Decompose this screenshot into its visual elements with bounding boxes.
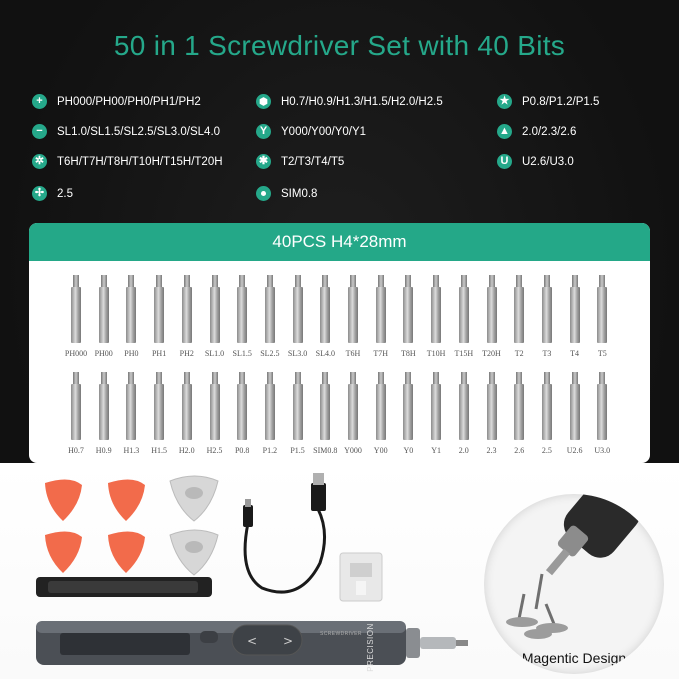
y-tip-icon: Y (256, 124, 271, 139)
bits-row-2 (29, 368, 650, 463)
bit-shank (348, 384, 358, 440)
bit-t6h (344, 271, 362, 376)
bit-shank (376, 384, 386, 440)
bit-label: U2.6 (566, 446, 583, 455)
bit-2-3 (483, 368, 501, 463)
hex-icon (256, 94, 271, 109)
bit-shank (126, 384, 136, 440)
spec-text: P0.8/P1.2/P1.5 (522, 95, 600, 108)
bit-sl1-0 (206, 271, 224, 376)
bit-t2 (510, 271, 528, 376)
bit-sim0-8 (313, 368, 338, 463)
bit-h0-9 (95, 368, 113, 463)
spec-triangle (497, 124, 576, 139)
bit-label: T7H (373, 349, 389, 358)
bit-shank (320, 384, 330, 440)
spec-text: T2/T3/T4/T5 (281, 155, 345, 168)
bit-label: H1.5 (151, 446, 167, 455)
bit-t8h (399, 271, 417, 376)
bit-shank (237, 384, 247, 440)
bit-shank (348, 287, 358, 343)
bit-shank (431, 287, 441, 343)
bit-2-0 (455, 368, 473, 463)
bit-shank (265, 384, 275, 440)
spec-phillips (32, 94, 201, 109)
bit-label: 2.6 (514, 446, 525, 455)
bit-sl3-0 (289, 271, 307, 376)
bit-t4 (566, 271, 584, 376)
driver-sub: SCREWDRIVER (320, 631, 362, 637)
bit-label: U3.0 (594, 446, 611, 455)
bit-shank (570, 287, 580, 343)
spec-torx-plain (256, 154, 344, 169)
bit-label: SL1.5 (232, 349, 252, 358)
bit-label: PH1 (151, 349, 167, 358)
bit-label: 2.3 (486, 446, 497, 455)
bit-2-5 (538, 368, 556, 463)
bit-shank (459, 384, 469, 440)
spec-text: SIM0.8 (281, 187, 318, 200)
bit-label: SIM0.8 (313, 446, 338, 455)
bit-label: P0.8 (234, 446, 250, 455)
bit-shank (320, 287, 330, 343)
bit-t15h (455, 271, 473, 376)
bit-ph2 (178, 271, 196, 376)
bit-h0-7 (67, 368, 85, 463)
bit-label: H0.9 (95, 446, 112, 455)
bit-label: H2.5 (206, 446, 223, 455)
bit-label: H0.7 (68, 446, 84, 455)
bit-label: T20H (482, 349, 501, 358)
bit-label: H1.3 (123, 446, 140, 455)
bit-t10h (427, 271, 445, 376)
bit-sl2-5 (261, 271, 279, 376)
driver-label (358, 623, 378, 672)
bit-shank (210, 384, 220, 440)
bit-shank (182, 384, 192, 440)
bit-t7h (372, 271, 390, 376)
bit-t20h (483, 271, 501, 376)
triangle-icon: ▲ (497, 124, 512, 139)
spec-u (497, 154, 574, 169)
bit-label: SL1.0 (204, 349, 225, 358)
bit-label: Y0 (403, 446, 414, 455)
bit-label: T2 (514, 349, 524, 358)
bit-label: T3 (542, 349, 552, 358)
bit-p0-8 (233, 368, 251, 463)
tri-wing-icon: ✢ (32, 186, 47, 201)
spec-text: SL1.0/SL1.5/SL2.5/SL3.0/SL4.0 (57, 125, 221, 138)
bit-ph000 (64, 271, 88, 376)
bit-shank (265, 287, 275, 343)
bit-shank (154, 287, 164, 343)
bit-p1-2 (261, 368, 279, 463)
bit-shank (542, 287, 552, 343)
bit-label: PH0 (124, 349, 139, 358)
slotted-icon: − (32, 124, 47, 139)
bit-shank (293, 384, 303, 440)
torx-plain-icon: ✱ (256, 154, 271, 169)
bit-label: PH2 (179, 349, 194, 358)
bit-ph1 (150, 271, 168, 376)
bit-2-6 (510, 368, 528, 463)
magnetic-illustration (484, 494, 664, 674)
spec-text: Y000/Y00/Y0/Y1 (281, 125, 367, 138)
spec-text: H0.7/H0.9/H1.3/H1.5/H2.0/H2.5 (281, 95, 443, 108)
spec-text: 2.0/2.3/2.6 (522, 125, 577, 138)
bit-y000 (344, 368, 362, 463)
bit-label: T15H (454, 349, 474, 358)
spec-torx (32, 154, 223, 169)
bit-label: T10H (426, 349, 446, 358)
bit-shank (210, 287, 220, 343)
bit-shank (126, 287, 136, 343)
torx-icon: ✲ (32, 154, 47, 169)
spec-text: U2.6/U3.0 (522, 155, 574, 168)
bit-label: P1.5 (290, 446, 305, 455)
bit-label: SL4.0 (315, 349, 335, 358)
bit-shank (403, 384, 413, 440)
spec-text: T6H/T7H/T8H/T10H/T15H/T20H (57, 155, 223, 168)
bit-shank (487, 384, 497, 440)
spec-y (256, 124, 366, 139)
spec-text: 2.5 (57, 187, 73, 200)
bit-shank (71, 287, 81, 343)
sim-icon (256, 186, 271, 201)
bit-y0 (399, 368, 417, 463)
bit-shank (99, 384, 109, 440)
panel-title: 40PCS H4*28mm (29, 223, 650, 261)
bit-label: H2.0 (178, 446, 195, 455)
bit-shank (597, 287, 607, 343)
svg-text:>: > (283, 634, 294, 648)
star-icon: ★ (497, 94, 512, 109)
bit-ph00 (95, 271, 113, 376)
bit-label: T5 (597, 349, 607, 358)
bit-p1-5 (289, 368, 307, 463)
bit-label: Y1 (431, 446, 441, 455)
spec-sim (256, 186, 317, 201)
bit-shank (542, 384, 552, 440)
magnetic-caption: Magentic Design (521, 650, 627, 666)
magnetic-detail (484, 494, 664, 674)
bit-y00 (372, 368, 390, 463)
bit-shank (154, 384, 164, 440)
pry-pick (45, 479, 145, 573)
bit-label: T6H (345, 349, 361, 358)
u-tip-icon: U (497, 154, 512, 169)
bit-shank (182, 287, 192, 343)
spec-tri-wing (32, 186, 73, 201)
bit-h1-3 (122, 368, 140, 463)
bit-shank (431, 384, 441, 440)
svg-text:<: < (247, 634, 258, 648)
bit-t3 (538, 271, 556, 376)
bit-t5 (593, 271, 611, 376)
bit-label: Y000 (344, 446, 362, 455)
bit-label: 2.0 (458, 446, 469, 455)
bit-shank (570, 384, 580, 440)
spec-hex (256, 94, 443, 109)
bit-u2-6 (566, 368, 584, 463)
bit-shank (99, 287, 109, 343)
bit-shank (237, 287, 247, 343)
bit-label: Y00 (373, 446, 388, 455)
bit-label: SL2.5 (260, 349, 280, 358)
bit-shank (514, 287, 524, 343)
bit-ph0 (122, 271, 140, 376)
bit-label: PH00 (94, 349, 113, 358)
bit-shank (459, 287, 469, 343)
bit-shank (487, 287, 497, 343)
bit-label: P1.2 (262, 446, 278, 455)
spec-star (497, 94, 599, 109)
bit-label: 2.5 (541, 446, 552, 455)
bit-label: PH000 (64, 349, 88, 358)
spec-slotted (32, 124, 220, 139)
page-title: 50 in 1 Screwdriver Set with 40 Bits (113, 30, 566, 61)
spec-text: PH000/PH00/PH0/PH1/PH2 (57, 95, 201, 108)
phillips-icon: + (32, 94, 47, 109)
bit-shank (597, 384, 607, 440)
bit-h2-5 (206, 368, 224, 463)
bit-u3-0 (593, 368, 611, 463)
bits-row-1 (29, 271, 650, 376)
bit-h1-5 (150, 368, 168, 463)
bit-label: T8H (401, 349, 416, 358)
bit-sl4-0 (316, 271, 334, 376)
bit-sl1-5 (233, 271, 251, 376)
bit-h2-0 (178, 368, 196, 463)
bit-shank (376, 287, 386, 343)
bit-shank (293, 287, 303, 343)
bit-shank (403, 287, 413, 343)
bit-label: T4 (570, 349, 580, 358)
bits-panel (29, 223, 650, 463)
bit-shank (71, 384, 81, 440)
bit-shank (514, 384, 524, 440)
driver-brand: PRECISION (365, 623, 375, 672)
bit-y1 (427, 368, 445, 463)
bit-label: SL3.0 (287, 349, 308, 358)
